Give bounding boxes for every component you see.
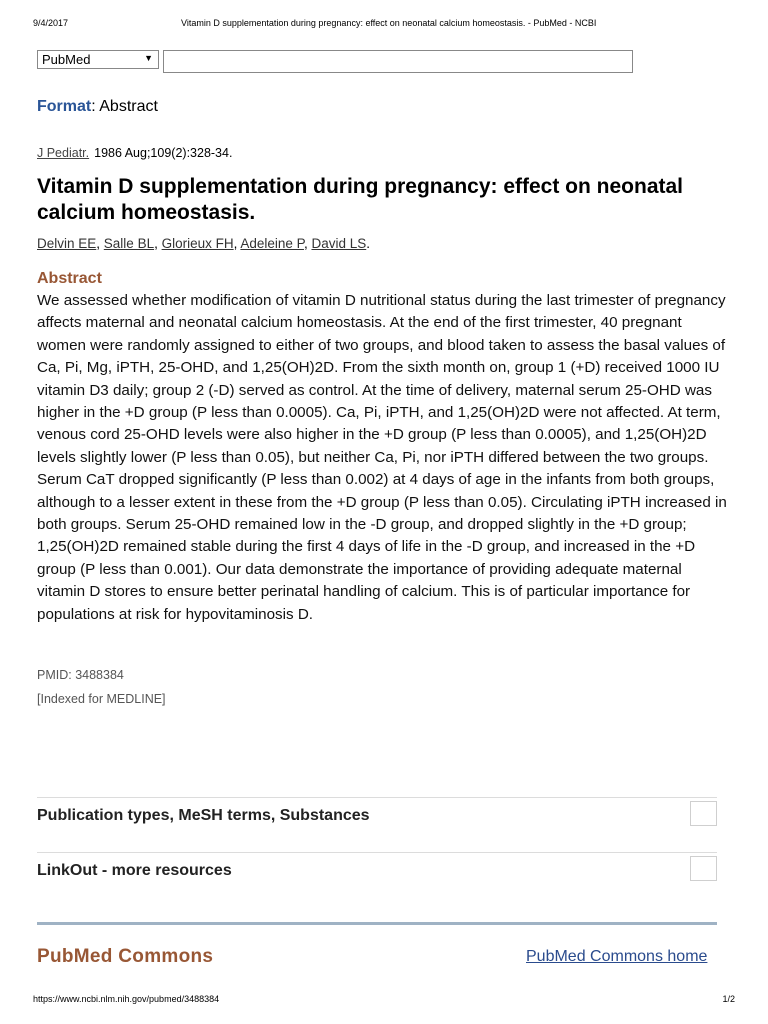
print-header [33,18,735,32]
author-link[interactable]: Delvin EE [37,236,97,251]
print-page-title: Vitamin D supplementation during pregnancy: effect on neonatal calcium homeostasis. - PubMed - NCBI [181,18,597,28]
print-url: https://www.ncbi.nlm.nih.gov/pubmed/3488384 [33,994,220,1004]
database-select[interactable] [37,50,159,69]
commons-home-link[interactable]: PubMed Commons home [526,948,708,965]
commons-divider [37,922,717,925]
print-date: 9/4/2017 [33,18,69,28]
page-number: 1/2 [722,994,735,1004]
linkout-section[interactable] [37,852,717,907]
database-select-value: PubMed [42,52,91,67]
author-link[interactable]: Salle BL [103,236,155,251]
print-footer [33,994,735,1008]
publication-types-section[interactable] [37,797,717,852]
citation-details: 1986 Aug;109(2):328-34. [94,146,233,160]
expand-toggle-icon[interactable] [690,801,717,826]
expand-toggle-icon[interactable] [690,856,717,881]
pmid: PMID: 3488384 [37,668,124,682]
abstract-text: We assessed whether modification of vitamin D nutritional status during the last trimester of pregnancy affects maternal and neonatal calcium homeostasis. At the end of the first trimester, 40 pregnant women were randomly assigned to either of two groups, and blood taken to assess the basal values of Ca, Pi, Mg, iPTH, 25-OHD, and 1,25(OH)2D. From the sixth month on, group 1 (+D) received 1000 IU vitamin D3 daily; group 2 (-D) served as control. At the time of delivery, maternal serum 25-OHD was higher in the +D group (P less than 0.0005). Ca, Pi, iPTH, and 1,25(OH)2D were not affected. At term, venous cord 25-OHD levels were also higher in the +D group (P less than 0.0005), and 1,25(OH)2D levels slightly lower (P less than 0.05), but neither Ca, Pi, nor iPTH differed between the two groups. Serum CaT dropped significantly (P less than 0.002) at 4 days of age in the infants from both groups, although to a lesser extent in these from the +D group (P less than 0.05). Circulating iPTH increased in both groups. Serum 25-OHD remained low in the -D group, and dropped slightly in the +D group; 1,25(OH)2D remained stable during the first 4 days of life in the -D group, and increased in the +D group (P less than 0.001). Our data demonstrate the importance of providing adequate maternal vitamin D stores to ensure better perinatal handling of calcium. This is of particular importance for populations at risk for hypovitaminosis D. [37,292,727,623]
author-link[interactable]: Adeleine P [240,236,304,251]
search-input[interactable] [163,50,633,73]
article-title: Vitamin D supplementation during pregnancy: effect on neonatal calcium homeostasis. [37,175,684,224]
dropdown-arrow-icon: ▼ [144,53,153,63]
author-link[interactable]: Glorieux FH [161,236,234,251]
format-label[interactable]: Format [37,98,92,115]
author-list: Delvin EE, Salle BL, Glorieux FH, Adeleine P, David LS. [37,236,371,251]
section-label: Publication types, MeSH terms, Substances [37,807,370,824]
author-link[interactable]: David LS [311,236,367,251]
format-selector [37,98,158,116]
format-value: : Abstract [91,98,158,115]
journal-link[interactable]: J Pediatr. [37,146,90,160]
indexing-status: [Indexed for MEDLINE] [37,692,166,706]
commons-title: PubMed Commons [37,946,214,967]
section-label: LinkOut - more resources [37,862,232,879]
abstract-heading: Abstract [37,270,102,287]
citation [37,146,232,160]
